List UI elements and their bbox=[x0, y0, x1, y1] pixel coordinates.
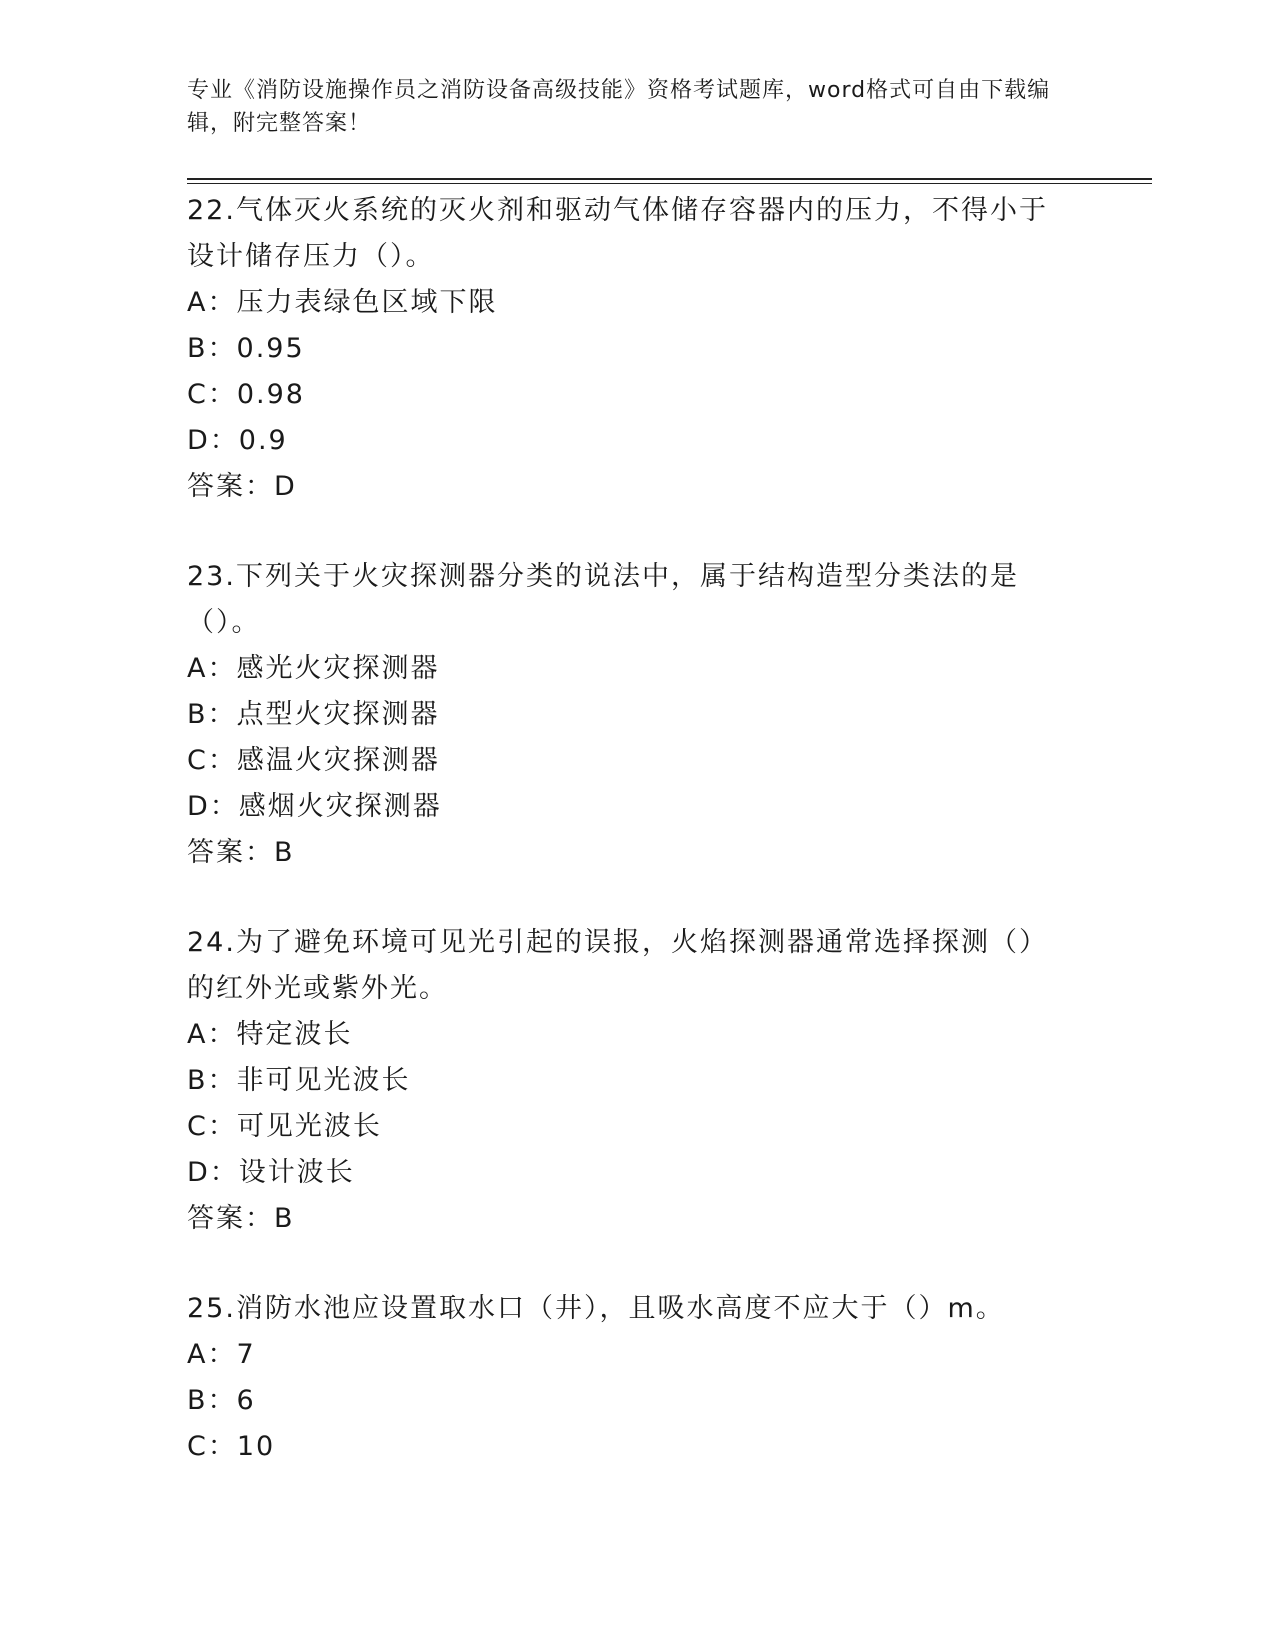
question-25 bbox=[187, 1286, 1087, 1470]
option-d: D：设计波长 bbox=[187, 1157, 355, 1188]
question-stem: 23.下列关于火灾探测器分类的说法中，属于结构造型分类法的是（）。 bbox=[187, 561, 1019, 638]
answer-line: 答案：B bbox=[187, 837, 295, 868]
option-a: A：7 bbox=[187, 1339, 256, 1370]
option-a: A：特定波长 bbox=[187, 1019, 353, 1050]
answer-line: 答案：D bbox=[187, 471, 297, 502]
option-c: C：感温火灾探测器 bbox=[187, 745, 440, 776]
question-stem: 22.气体灭火系统的灭火剂和驱动气体储存容器内的压力，不得小于设计储存压力（）。 bbox=[187, 195, 1048, 272]
option-b: B：0.95 bbox=[187, 333, 305, 364]
question-stem: 24.为了避免环境可见光引起的误报，火焰探测器通常选择探测（）的红外光或紫外光。 bbox=[187, 927, 1048, 1004]
option-c: C：10 bbox=[187, 1431, 276, 1462]
option-c: C：0.98 bbox=[187, 379, 305, 410]
question-stem: 25.消防水池应设置取水口（井），且吸水高度不应大于（）m。 bbox=[187, 1293, 1005, 1324]
option-d: D：0.9 bbox=[187, 425, 288, 456]
question-23 bbox=[187, 554, 1087, 876]
option-b: B：6 bbox=[187, 1385, 256, 1416]
question-24 bbox=[187, 920, 1087, 1242]
header-divider-thin bbox=[187, 183, 1152, 184]
option-b: B：非可见光波长 bbox=[187, 1065, 411, 1096]
option-a: A：感光火灾探测器 bbox=[187, 653, 440, 684]
option-d: D：感烟火灾探测器 bbox=[187, 791, 442, 822]
option-c: C：可见光波长 bbox=[187, 1111, 382, 1142]
header-divider-thick bbox=[187, 178, 1152, 180]
question-22 bbox=[187, 188, 1087, 510]
document-header: 专业《消防设施操作员之消防设备高级技能》资格考试题库，word格式可自由下载编辑，附完整答案！ bbox=[187, 78, 1051, 136]
answer-line: 答案：B bbox=[187, 1203, 295, 1234]
option-a: A：压力表绿色区域下限 bbox=[187, 287, 498, 318]
option-b: B：点型火灾探测器 bbox=[187, 699, 440, 730]
